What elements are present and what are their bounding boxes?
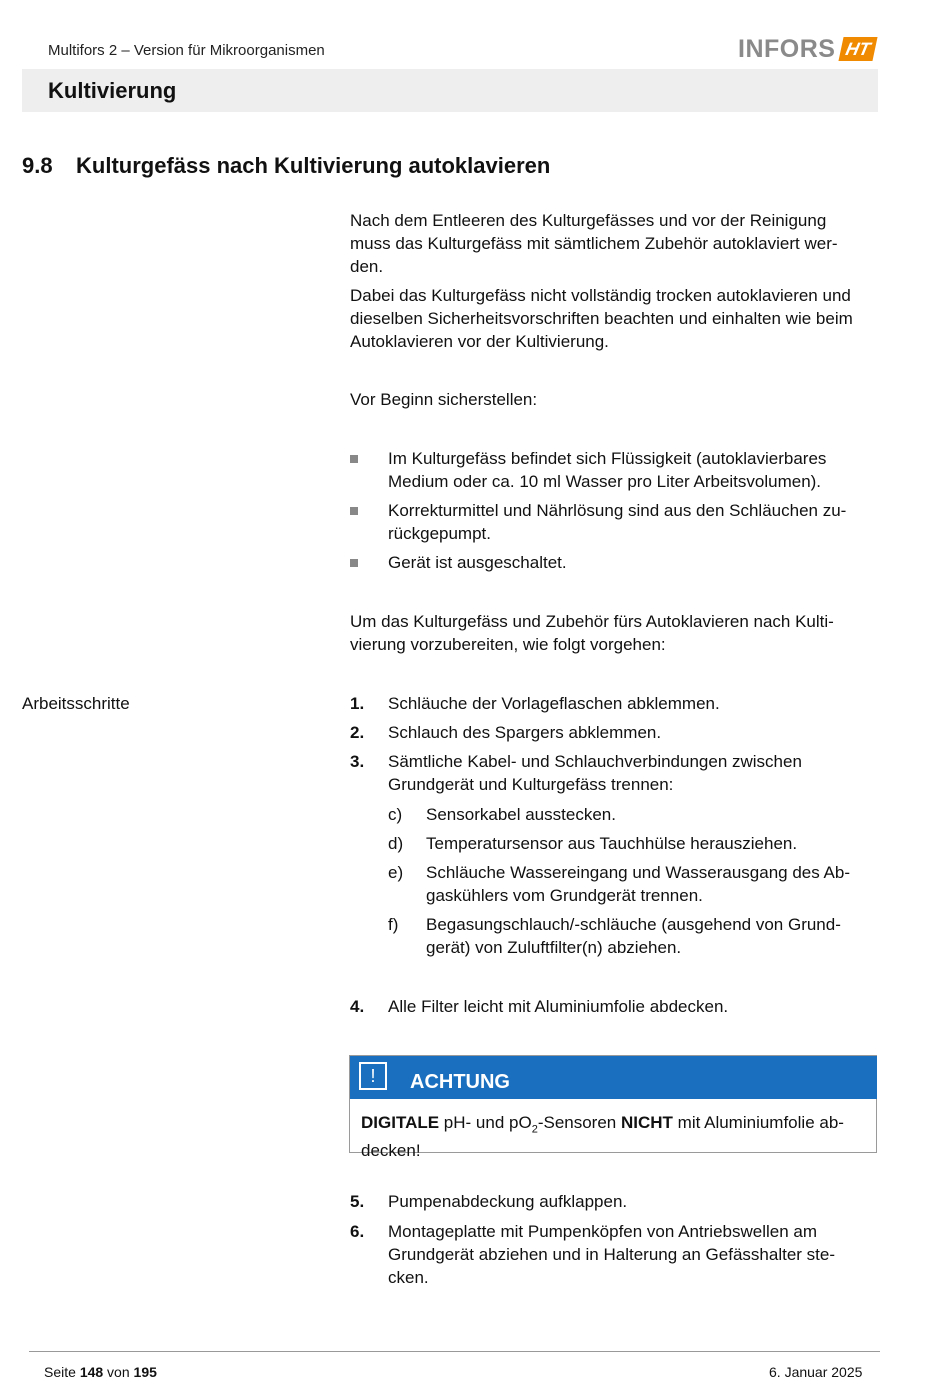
text-line: Korrekturmittel und Nährlösung sind aus den Schläuchen zu- — [388, 501, 847, 520]
text-run: Seite — [44, 1364, 80, 1380]
text-line: vierung vorzubereiten, wie folgt vorgehen: — [350, 635, 666, 654]
text-line: Begasungschlauch/-schläuche (ausgehend von Grund- — [426, 915, 841, 934]
text-line: Montageplatte mit Pumpenköpfen von Antriebswellen am — [388, 1222, 818, 1241]
document-title: Multifors 2 – Version für Mikroorganismen — [48, 42, 325, 59]
step-text — [388, 750, 868, 796]
emphasis: DIGITALE — [361, 1113, 440, 1132]
exclamation-icon: ! — [359, 1062, 387, 1090]
warning-label: ACHTUNG — [410, 1071, 510, 1093]
section-number: 9.8 — [22, 153, 53, 178]
footer-divider — [29, 1351, 880, 1352]
step-text: Alle Filter leicht mit Aluminiumfolie abdecken. — [388, 997, 729, 1016]
step-text: Schläuche der Vorlageflaschen abklemmen. — [388, 694, 720, 713]
step-text: Schlauch des Spargers abklemmen. — [388, 723, 662, 742]
substep-text — [426, 913, 872, 959]
text-run: mit Aluminiumfolie ab- — [672, 1113, 844, 1132]
text-line: muss das Kulturgefäss mit sämtlichem Zubehör autoklaviert wer- — [350, 234, 838, 253]
current-page: 148 — [79, 1364, 104, 1380]
step-number: 6. — [350, 1222, 365, 1241]
text-line: gaskühlers vom Grundgerät trennen. — [426, 886, 703, 905]
side-label-arbeitsschritte: Arbeitsschritte — [22, 694, 130, 713]
substep-text: Sensorkabel ausstecken. — [426, 805, 616, 824]
procedure-lead — [350, 610, 870, 656]
page-number — [44, 1364, 157, 1380]
total-pages: 195 — [133, 1364, 157, 1380]
infors-ht-logo — [738, 34, 878, 64]
step-number: 1. — [350, 694, 365, 713]
text-line: gerät) von Zuluftfilter(n) abziehen. — [426, 938, 682, 957]
text-line: decken! — [361, 1141, 421, 1161]
intro-paragraph-1 — [350, 209, 870, 278]
text-run: -Sensoren — [537, 1113, 621, 1132]
chapter-title: Kultivierung — [48, 78, 177, 103]
text-line: Schläuche Wassereingang und Wasserausgang des Ab- — [426, 863, 850, 882]
text-line: cken. — [388, 1268, 429, 1287]
bullet-item — [388, 447, 868, 493]
step-number: 3. — [350, 752, 365, 771]
text-line: den. — [350, 257, 384, 276]
warning-text — [361, 1112, 869, 1161]
substep-letter: d) — [388, 834, 404, 853]
text-run: pH- und pO — [439, 1113, 532, 1132]
bullet-item — [388, 499, 868, 545]
intro-paragraph-2 — [350, 284, 870, 353]
step-text — [388, 1220, 868, 1289]
bullet-square-icon — [350, 507, 358, 515]
text-line: Um das Kulturgefäss und Zubehör fürs Autoklavieren nach Kulti- — [350, 612, 834, 631]
text-line: Dabei das Kulturgefäss nicht vollständig trocken autoklavieren und — [350, 286, 851, 305]
text-run: von — [103, 1364, 134, 1380]
text-line: Grundgerät abziehen und in Halterung an Gefässhalter ste- — [388, 1245, 835, 1264]
text-line: Sämtliche Kabel- und Schlauchverbindungen zwischen — [388, 752, 802, 771]
text-line: dieselben Sicherheitsvorschriften beachten und einhalten wie beim — [350, 309, 853, 328]
substep-text: Temperatursensor aus Tauchhülse herausziehen. — [426, 834, 798, 853]
text-line: Autoklavieren vor der Kultivierung. — [350, 332, 609, 351]
emphasis: NICHT — [620, 1113, 673, 1132]
bullet-square-icon — [350, 559, 358, 567]
logo-text: INFORS — [738, 34, 836, 63]
text-line — [361, 1112, 869, 1140]
prerequisites-intro: Vor Beginn sicherstellen: — [350, 390, 538, 409]
step-number: 5. — [350, 1192, 365, 1211]
step-number: 2. — [350, 723, 365, 742]
subscript: 2 — [531, 1123, 538, 1136]
substep-letter: e) — [388, 863, 404, 882]
substep-letter: c) — [388, 805, 403, 824]
bullet-item — [388, 551, 868, 574]
step-text: Pumpenabdeckung aufklappen. — [388, 1192, 628, 1211]
text-line: rückgepumpt. — [388, 524, 491, 543]
footer-date: 6. Januar 2025 — [769, 1364, 863, 1380]
text-line: Medium oder ca. 10 ml Wasser pro Liter Arbeitsvolumen). — [388, 472, 822, 491]
text-line: Im Kulturgefäss befindet sich Flüssigkeit (autoklavierbares — [388, 449, 827, 468]
text-line: Nach dem Entleeren des Kulturgefässes und vor der Reinigung — [350, 211, 827, 230]
substep-text — [426, 861, 872, 907]
step-number: 4. — [350, 997, 365, 1016]
logo-ht-mark: HT — [839, 37, 878, 61]
bullet-square-icon — [350, 455, 358, 463]
section-title: Kulturgefäss nach Kultivierung autoklavieren — [76, 153, 551, 178]
substep-letter: f) — [388, 915, 399, 934]
text-line: Gerät ist ausgeschaltet. — [388, 553, 567, 572]
text-line: Grundgerät und Kulturgefäss trennen: — [388, 775, 674, 794]
